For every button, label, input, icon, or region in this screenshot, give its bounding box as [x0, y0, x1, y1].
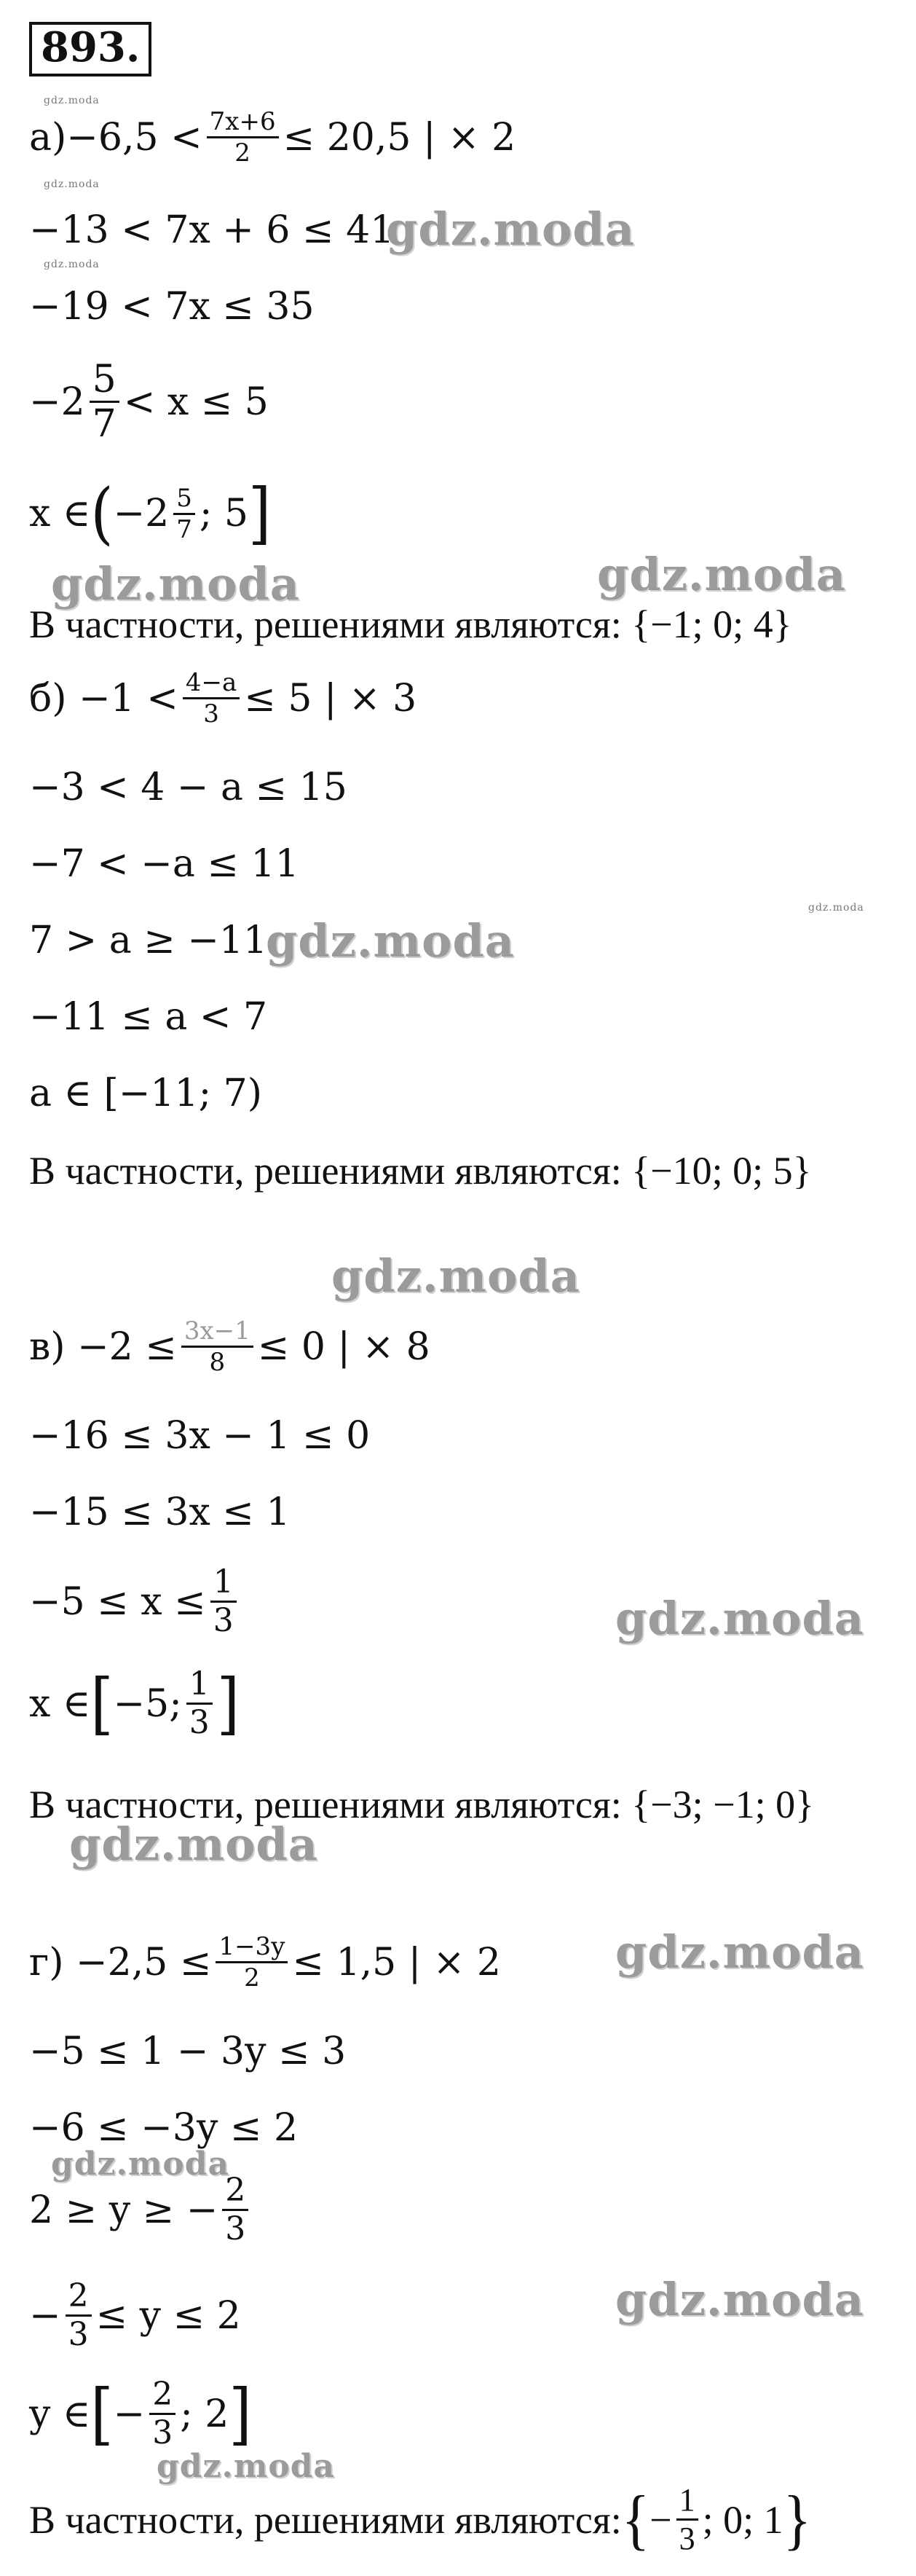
line-b5: −11 ≤ a < 7 [29, 995, 268, 1039]
watermark: gdz.moda [51, 557, 300, 610]
line-a5: x ∈ ( −2 $\frac{5}{7}$ ; 5 ] [29, 474, 272, 552]
task-number: 893. [29, 22, 151, 76]
watermark: gdz.moda [51, 2145, 230, 2183]
fraction: $\frac{5}{7}$ [173, 486, 195, 542]
fraction: $\frac{2}{3}$ [66, 2280, 92, 2351]
line-c1: в) −2 ≤ $\frac{3x-1}{8}$ ≤ 0 | × 8 [29, 1316, 430, 1377]
line-c5: x ∈ [ −5; $\frac{1}{3}$ ] [29, 1664, 240, 1743]
fraction: $\frac{7x+6}{2}$ [207, 109, 279, 165]
watermark: gdz.moda [615, 1592, 864, 1645]
line-b1: б) −1 < $\frac{4-a}{3}$ ≤ 5 | × 3 [29, 668, 417, 729]
watermark: gdz.moda [44, 95, 100, 106]
fraction: $\frac{2}{3}$ [149, 2379, 175, 2449]
watermark: gdz.moda [266, 914, 515, 967]
line-c4: −5 ≤ x ≤ $\frac{1}{3}$ [29, 1566, 241, 1637]
fraction: $\frac{3x-1}{8}$ [181, 1319, 253, 1375]
line-b2: −3 < 4 − a ≤ 15 [29, 766, 347, 809]
fraction: $\frac{1}{3}$ [676, 2484, 698, 2555]
line-b4: 7 > a ≥ −11 [29, 919, 268, 962]
line-d2: −5 ≤ 1 − 3y ≤ 3 [29, 2030, 347, 2073]
watermark: gdz.moda [386, 203, 635, 256]
watermark: gdz.moda [808, 902, 864, 914]
fraction: $\frac{1}{3}$ [210, 1566, 237, 1637]
line-a2: −13 < 7x + 6 ≤ 41 [29, 208, 395, 252]
watermark: gdz.moda [615, 2273, 864, 2326]
line-d1: г) −2,5 ≤ $\frac{1-3y}{2}$ ≤ 1,5 | × 2 [29, 1932, 501, 1992]
watermark: gdz.moda [44, 178, 100, 190]
line-d7: В частности, решениями являются: { − $\frac{1}{3}$ ; 0; 1 } [29, 2482, 812, 2557]
fraction: $\frac{2}{3}$ [222, 2175, 248, 2245]
fraction: $\frac{5}{7}$ [90, 361, 119, 443]
fraction: $\frac{1-3y}{2}$ [216, 1934, 288, 1990]
watermark: gdz.moda [615, 1925, 864, 1979]
watermark: gdz.moda [157, 2448, 336, 2485]
line-b3: −7 < −a ≤ 11 [29, 842, 299, 886]
line-a1: а)−6,5 < $\frac{7x+6}{2}$ ≤ 20,5 | × 2 [29, 107, 516, 168]
line-a3: −19 < 7x ≤ 35 [29, 285, 315, 329]
line-c6: В частности, решениями являются: {−3; −1; 0} [29, 1783, 814, 1826]
line-d4: 2 ≥ y ≥ − $\frac{2}{3}$ [29, 2175, 253, 2245]
line-c2: −16 ≤ 3x − 1 ≤ 0 [29, 1414, 371, 1458]
watermark: gdz.moda [69, 1818, 318, 1871]
fraction: $\frac{1}{3}$ [186, 1668, 213, 1739]
line-b7: В частности, решениями являются: {−10; 0; 5} [29, 1149, 812, 1193]
line-a6: В частности, решениями являются: {−1; 0; 4} [29, 602, 792, 646]
line-d3: −6 ≤ −3y ≤ 2 [29, 2106, 299, 2150]
line-d6: y ∈ [ − $\frac{2}{3}$ ; 2 ] [29, 2374, 252, 2453]
line-b6: a ∈ [−11; 7) [29, 1072, 262, 1115]
watermark: gdz.moda [331, 1249, 580, 1303]
line-d5: − $\frac{2}{3}$ ≤ y ≤ 2 [29, 2277, 241, 2353]
line-a4: −2 $\frac{5}{7}$ < x ≤ 5 [29, 358, 269, 446]
line-c3: −15 ≤ 3x ≤ 1 [29, 1491, 291, 1534]
fraction: $\frac{4-a}{3}$ [183, 670, 240, 726]
watermark: gdz.moda [597, 548, 846, 601]
watermark: gdz.moda [44, 259, 100, 270]
